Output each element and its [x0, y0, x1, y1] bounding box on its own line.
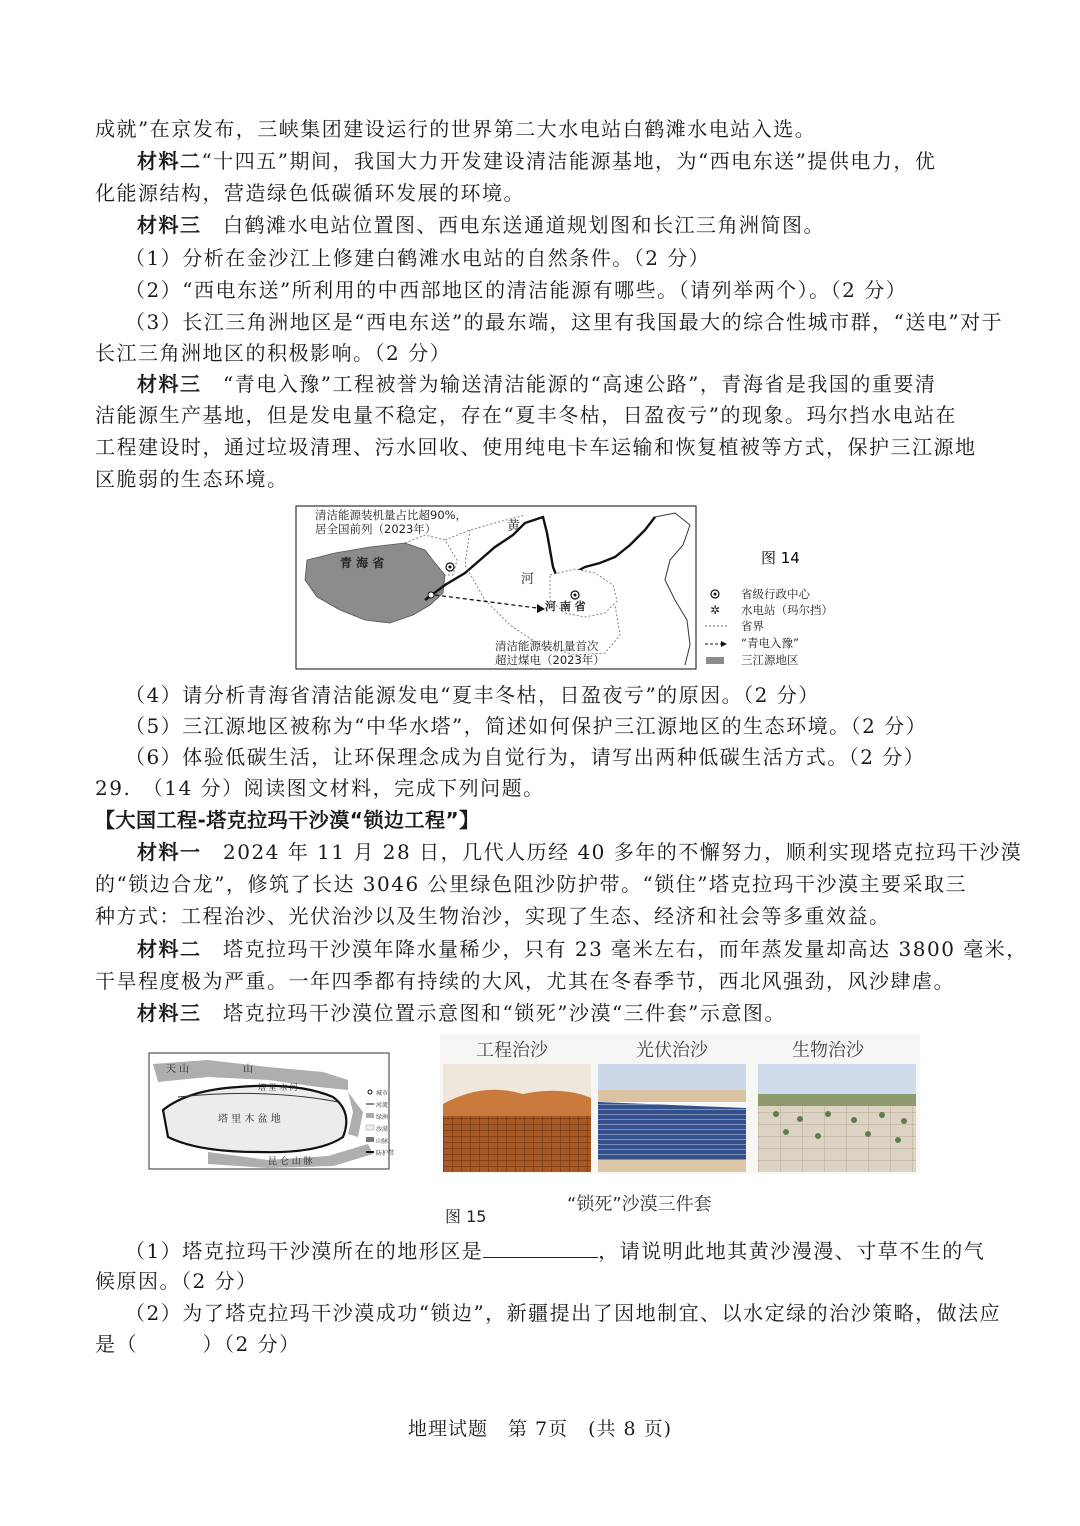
photovoltaic-photo: [598, 1064, 746, 1172]
tarimhe-label: 塔 里 木 河: [258, 1083, 298, 1092]
material-1: [137, 837, 1022, 867]
henan-label: 河 南 省: [545, 600, 586, 613]
legend-item: 河流: [376, 1102, 389, 1109]
legend-station: 水电站（玛尔挡）: [741, 603, 833, 617]
question-6: （6）体验低碳生活，让环保理念成为自觉行为，请写出两种低碳生活方式。（2 分）: [125, 745, 926, 769]
sanjiang-icon: [706, 657, 724, 664]
fig14-note1b: 居全国前列（2023年）: [315, 522, 437, 536]
fig14-note2b: 超过煤电（2023年）: [495, 653, 605, 667]
text-line: 干旱程度极为严重。一年四季都有持续的大风，尤其在冬春季节，西北风强劲，风沙肆虐。: [95, 969, 955, 993]
question-4: （4）请分析青海省清洁能源发电“夏丰冬枯，日盈夜亏”的原因。（2 分）: [125, 683, 820, 707]
material-label: 材料二: [137, 937, 202, 961]
text-line: 洁能源生产基地，但是发电量不稳定，存在“夏丰冬枯，日盈夜亏”的现象。玛尔挡水电站在: [95, 403, 957, 427]
section-title: 【大国工程-塔克拉玛干沙漠“锁边工程”】: [95, 808, 480, 832]
text-line: 工程建设时，通过垃圾清理、污水回收、使用纯电卡车运输和恢复植被等方式，保护三江源地: [95, 435, 977, 459]
legend-item: 山脉: [376, 1138, 389, 1145]
fig14-note1a: 清洁能源装机量占比超90%，: [315, 508, 468, 522]
figure-14-map: [295, 505, 835, 670]
station-icon: ✲: [710, 603, 721, 617]
material-label: 材料三: [137, 213, 202, 237]
qinghai-label: 青 海 省: [340, 556, 385, 570]
text-line: 候原因。（2 分）: [95, 1269, 258, 1293]
answer-blank[interactable]: [483, 1239, 598, 1258]
material-3b: [137, 369, 936, 399]
legend-item: 城市: [376, 1090, 389, 1097]
fig15-caption: 图 15: [445, 1207, 487, 1226]
material-2b: [137, 934, 1028, 964]
text-line: 是（ ）（2 分）: [95, 1332, 301, 1356]
text-line: 塔克拉玛干沙漠年降水量稀少，只有 23 毫米左右，而年蒸发量却高达 3800 毫米，: [223, 937, 1028, 961]
question-1: （1）分析在金沙江上修建白鹤滩水电站的自然条件。（2 分）: [125, 246, 711, 270]
text-line: 区脆弱的生态环境。: [95, 467, 289, 491]
photo-title: 生物治沙: [792, 1040, 864, 1061]
huang-label: 黄: [507, 519, 521, 534]
legend-item: 防护带: [376, 1150, 395, 1157]
question-29: 29. （14 分）阅读图文材料，完成下列问题。: [95, 776, 545, 800]
text-line: （1）塔克拉玛干沙漠所在的地形区是: [125, 1239, 484, 1263]
engineering-photo: [443, 1064, 591, 1172]
text-line: ，请说明此地其黄沙漫漫、寸草不生的气: [598, 1239, 986, 1263]
photo-title: 工程治沙: [476, 1040, 548, 1061]
shan-label: 山: [243, 1064, 253, 1075]
question-5: （5）三江源地区被称为“中华水塔”，简述如何保护三江源地区的生态环境。（2 分）: [125, 714, 928, 738]
text-line: “十四五”期间，我国大力开发建设清洁能源基地，为“西电东送”提供电力，优: [201, 149, 937, 173]
text-line: “青电入豫”工程被誉为输送清洁能源的“高速公路”，青海省是我国的重要清: [223, 372, 937, 396]
kunlun-label: 昆 仑 山 脉: [268, 1157, 313, 1167]
photo-caption: “锁死”沙漠三件套: [567, 1194, 712, 1215]
legend-sanjiang: 三江源地区: [741, 653, 799, 667]
material-label: 材料三: [137, 372, 202, 396]
he-label: 河: [521, 572, 535, 587]
material-label: 材料三: [137, 1001, 202, 1025]
legend-capital: 省级行政中心: [741, 587, 810, 601]
text-line: 化能源结构，营造绿色低碳循环发展的环境。: [95, 181, 525, 205]
question-2: （2）“西电东送”所利用的中西部地区的清洁能源有哪些。（请列举两个）。（2 分）: [125, 278, 908, 302]
fig14-note2a: 清洁能源装机量首次: [495, 639, 599, 653]
material-3: [137, 210, 825, 240]
question-p1: [125, 1236, 985, 1266]
legend-item: 沙漠: [376, 1126, 389, 1133]
text-line: 种方式：工程治沙、光伏治沙以及生物治沙，实现了生态、经济和社会等多重效益。: [95, 904, 891, 928]
legend-border: 省界: [741, 619, 764, 633]
tianshan-label: 天 山: [166, 1064, 190, 1075]
question-p2: （2）为了塔克拉玛干沙漠成功“锁边”，新疆提出了因地制宜、以水定绿的治沙策略，做法应: [125, 1301, 1002, 1325]
text-line: 2024 年 11 月 28 日，几代人历经 40 多年的不懈努力，顺利实现塔克拉玛干沙漠: [223, 840, 1023, 864]
text-line: 长江三角洲地区的积极影响。（2 分）: [95, 341, 452, 365]
text-line: 白鹤滩水电站位置图、西电东送通道规划图和长江三角洲简图。: [223, 213, 825, 237]
material-label: 材料二: [137, 149, 202, 173]
figure-15-map: [148, 1052, 395, 1170]
biological-photo: [758, 1064, 916, 1172]
figure-14: [295, 505, 835, 670]
text-line: 的“锁边合龙”，修筑了长达 3046 公里绿色阻沙防护带。“锁住”塔克拉玛干沙漠主要采取三: [95, 872, 968, 896]
material-3c: [137, 998, 786, 1028]
question-3: （3）长江三角洲地区是“西电东送”的最东端，这里有我国最大的综合性城市群，“送电”对于: [125, 310, 1004, 334]
page-footer: 地理试题 第 7页 (共 8 页): [407, 1418, 673, 1440]
material-2: [137, 146, 936, 176]
text-line: 塔克拉玛干沙漠位置示意图和“锁死”沙漠“三件套”示意图。: [223, 1001, 786, 1025]
tarim-label: 塔 里 木 盆 地: [218, 1114, 281, 1125]
text-line: 成就”在京发布，三峡集团建设运行的世界第二大水电站白鹤滩水电站入选。: [95, 117, 817, 141]
fig14-caption: 图 14: [761, 549, 800, 567]
material-label: 材料一: [137, 840, 202, 864]
legend-item: 绿洲: [376, 1114, 389, 1121]
legend-route: “青电入豫”: [741, 636, 799, 650]
photo-title: 光伏治沙: [636, 1040, 708, 1061]
